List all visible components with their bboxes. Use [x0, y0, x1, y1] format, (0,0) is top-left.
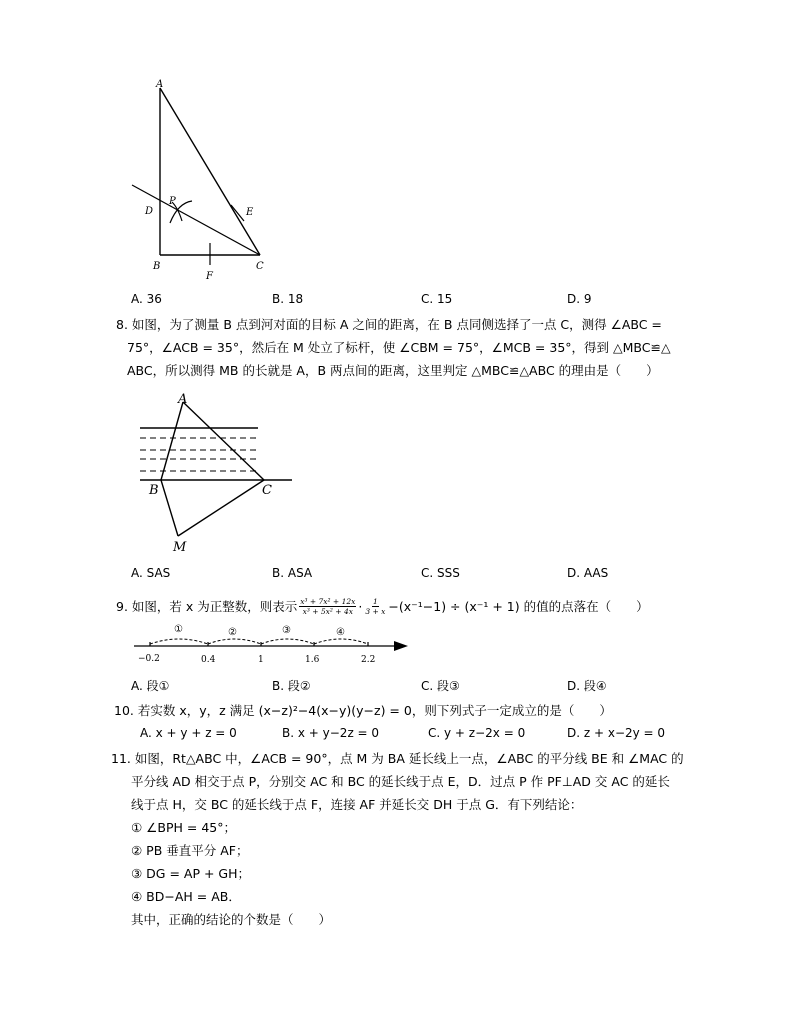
q9-frac2-numerator: 1 — [373, 596, 378, 606]
q7-label-a: A — [156, 79, 164, 90]
q11-stem-line-3: 线于点 H，交 BC 的延长线于点 F，连接 AF 并延长交 DH 于点 G．有下列结论： — [131, 797, 583, 812]
q7-label-b: B — [153, 261, 161, 272]
q10-option-c[interactable]: C. y + z−2x = 0 — [428, 726, 526, 740]
q8-river-figure — [130, 388, 300, 558]
q7-label-f: F — [206, 271, 213, 282]
q7-label-e: E — [246, 207, 254, 218]
q9-fraction-1 — [299, 597, 356, 616]
q8-option-a[interactable]: A. SAS — [131, 566, 171, 580]
q9-stem-prefix: 9. 如图，若 x 为正整数，则表示 — [116, 599, 298, 614]
q7-option-a[interactable]: A. 36 — [131, 292, 162, 306]
q9-segment-3: ③ — [282, 625, 291, 636]
q11-conclusion-3: ③ DG = AP + GH； — [131, 866, 251, 881]
q9-tick-1: −0.2 — [138, 654, 160, 664]
q8-label-c: C — [262, 483, 272, 498]
q8-label-m: M — [173, 540, 187, 555]
q9-segment-2: ② — [228, 627, 237, 638]
q9-fraction-2 — [364, 597, 386, 616]
q9-tick-5: 2.2 — [361, 655, 376, 665]
q9-option-a[interactable]: A. 段① — [131, 679, 170, 693]
q10-option-d[interactable]: D. z + x−2y = 0 — [567, 726, 666, 740]
q11-conclusion-2: ② PB 垂直平分 AF； — [131, 843, 249, 858]
q11-conclusion-4: ④ BD−AH = AB． — [131, 889, 241, 904]
q11-stem-line-2: 平分线 AD 相交于点 P，分别交 AC 和 BC 的延长线于点 E，D．过点 P 作 PF⊥AD 交 AC 的延长 — [131, 774, 670, 789]
q8-label-b: B — [149, 483, 159, 498]
q7-option-d[interactable]: D. 9 — [567, 292, 592, 306]
q9-stem — [116, 592, 649, 620]
q9-tick-2: 0.4 — [201, 655, 216, 665]
q11-stem-line-1: 11. 如图，Rt△ABC 中，∠ACB = 90°，点 M 为 BA 延长线上一点，∠ABC 的平分线 BE 和 ∠MAC 的 — [111, 751, 684, 766]
q9-frac1-numerator: x³ + 7x² + 12x — [300, 596, 356, 606]
q7-option-c[interactable]: C. 15 — [421, 292, 453, 306]
q8-stem-line-2: 75°，∠ACB = 35°，然后在 M 处立了标杆，使 ∠CBM = 75°，∠MCB = 35°，得到 △MBC≌△ — [127, 340, 671, 355]
q9-number-line — [130, 622, 420, 666]
q9-frac2-denominator: 3 + x — [365, 606, 386, 616]
q8-option-b[interactable]: B. ASA — [272, 566, 313, 580]
q8-option-c[interactable]: C. SSS — [421, 566, 460, 580]
q9-option-b[interactable]: B. 段② — [272, 679, 311, 693]
q7-label-c: C — [256, 261, 264, 272]
q9-tick-3: 1 — [258, 655, 264, 665]
q8-option-d[interactable]: D. AAS — [567, 566, 609, 580]
q9-frac1-denominator: x³ + 5x² + 4x — [302, 606, 353, 616]
q10-stem: 10. 若实数 x，y，z 满足 (x−z)²−4(x−y)(y−z) = 0，则下列式子一定成立的是（ ） — [114, 703, 612, 718]
q7-label-p: P — [169, 196, 176, 207]
q8-label-a: A — [178, 392, 188, 407]
q9-segment-4: ④ — [336, 627, 345, 638]
q7-label-d: D — [145, 206, 154, 217]
q7-option-b[interactable]: B. 18 — [272, 292, 304, 306]
q10-option-a[interactable]: A. x + y + z = 0 — [140, 726, 237, 740]
q7-triangle-figure — [128, 76, 288, 286]
q11-question: 其中，正确的结论的个数是（ ） — [131, 912, 332, 927]
q9-stem-suffix: −(x⁻¹−1) ÷ (x⁻¹ + 1) 的值的点落在（ ） — [388, 599, 649, 614]
q9-option-c[interactable]: C. 段③ — [421, 679, 460, 693]
q9-tick-4: 1.6 — [305, 655, 320, 665]
q8-stem-line-3: ABC，所以测得 MB 的长就是 A，B 两点间的距离，这里判定 △MBC≌△ABC 的理由是（ ） — [127, 363, 659, 378]
q9-segment-1: ① — [174, 624, 183, 635]
q9-option-d[interactable]: D. 段④ — [567, 679, 607, 693]
q10-option-b[interactable]: B. x + y−2z = 0 — [282, 726, 380, 740]
q8-stem-line-1: 8. 如图，为了测量 B 点到河对面的目标 A 之间的距离，在 B 点同侧选择了一点 C，测得 ∠ABC = — [116, 317, 662, 332]
q9-dot: · — [358, 598, 363, 614]
q11-conclusion-1: ① ∠BPH = 45°； — [131, 820, 236, 835]
